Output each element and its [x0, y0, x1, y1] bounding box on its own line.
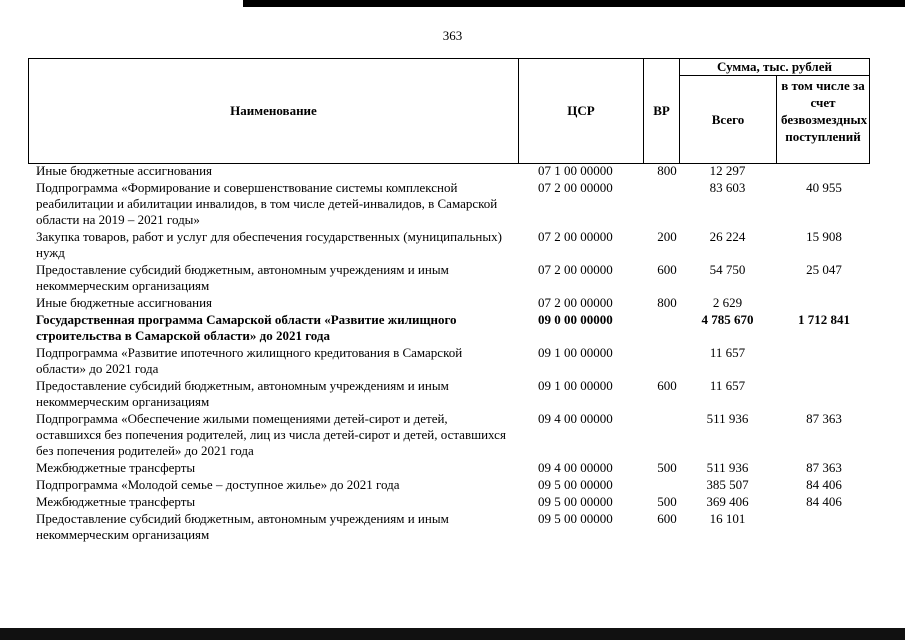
- row-csr-code: 09 4 00 00000: [538, 460, 613, 475]
- row-total: 385 507: [706, 477, 749, 492]
- row-vr-code: 600: [657, 511, 677, 526]
- column-header-csr: ЦСР: [567, 103, 595, 118]
- row-name: Закупка товаров, работ и услуг для обеспечения государственных (муниципальных) нужд: [36, 229, 502, 260]
- row-name: Подпрограмма «Формирование и совершенствование системы комплексной реабилитации и абилитации инвалидов, в том числе детей-инвалидов, в Самарской области на 2019 – 2021 годы»: [36, 180, 498, 227]
- row-total: 11 657: [709, 345, 746, 360]
- row-csr-code: 07 2 00 00000: [538, 262, 613, 277]
- row-name: Предоставление субсидий бюджетным, автономным учреждениям и иным некоммерческим организациям: [36, 378, 449, 409]
- row-csr-code: 09 1 00 00000: [538, 345, 613, 360]
- row-name: Межбюджетные трансферты: [36, 460, 196, 475]
- row-vr-code: 500: [657, 494, 677, 509]
- row-non-repayable: 87 363: [806, 460, 842, 475]
- row-name: Подпрограмма «Развитие ипотечного жилищного кредитования в Самарской области» до 2021 года: [36, 345, 463, 376]
- table-row: [36, 511, 870, 543]
- scan-top-border: [243, 0, 905, 7]
- row-total: 12 297: [709, 163, 746, 178]
- row-vr-code: 800: [657, 163, 677, 178]
- row-csr-code: 07 2 00 00000: [538, 295, 613, 310]
- row-name: Иные бюджетные ассигнования: [36, 163, 213, 178]
- row-non-repayable: 40 955: [806, 180, 842, 195]
- row-non-repayable: 84 406: [806, 494, 842, 509]
- row-name: Государственная программа Самарской области «Развитие жилищного строительства в Самарской области» до 2021 года: [36, 312, 457, 343]
- row-total: 83 603: [709, 180, 746, 195]
- row-non-repayable: 15 908: [806, 229, 842, 244]
- row-name: Подпрограмма «Обеспечение жилыми помещениями детей-сирот и детей, оставшихся без попечения родителей, лиц из числа детей-сирот и детей, оставшихся без попечения родителей» до 2021 года: [36, 411, 506, 458]
- row-total: 16 101: [709, 511, 746, 526]
- row-csr-code: 09 5 00 00000: [538, 494, 613, 509]
- row-vr-code: 600: [657, 378, 677, 393]
- table-row: [36, 345, 870, 377]
- table-row: [36, 262, 870, 294]
- column-header-non-repayable: в том числе за счет безвозмездных поступлений: [781, 78, 868, 144]
- row-vr-code: 800: [657, 295, 677, 310]
- row-name: Предоставление субсидий бюджетным, автономным учреждениям и иным некоммерческим организациям: [36, 262, 449, 293]
- table-row: [36, 312, 870, 344]
- row-name: Межбюджетные трансферты: [36, 494, 196, 509]
- row-csr-code: 09 4 00 00000: [538, 411, 613, 426]
- row-non-repayable: 25 047: [806, 262, 842, 277]
- row-total: 511 936: [706, 411, 749, 426]
- scan-bottom-border: [0, 628, 905, 640]
- row-name: Предоставление субсидий бюджетным, автономным учреждениям и иным некоммерческим организациям: [36, 511, 449, 542]
- table-row: [36, 180, 870, 228]
- table-row: [36, 494, 870, 510]
- row-total: 511 936: [706, 460, 749, 475]
- table-row: [36, 460, 870, 476]
- row-total: 2 629: [712, 295, 743, 310]
- table-body: [36, 163, 870, 544]
- page-number: 363: [442, 28, 463, 43]
- table-row: [36, 378, 870, 410]
- row-csr-code: 07 2 00 00000: [538, 229, 613, 244]
- table-row: [36, 411, 870, 459]
- table-row: [36, 295, 870, 311]
- row-vr-code: 200: [657, 229, 677, 244]
- table-row: [36, 477, 870, 493]
- column-header-sum: Сумма, тыс. рублей: [717, 59, 832, 74]
- row-csr-code: 09 0 00 00000: [538, 312, 613, 327]
- column-header-total: Всего: [711, 111, 745, 127]
- table-row: [36, 229, 870, 261]
- row-csr-code: 07 2 00 00000: [538, 180, 613, 195]
- row-csr-code: 07 1 00 00000: [538, 163, 613, 178]
- table-row: [36, 163, 870, 179]
- row-csr-code: 09 5 00 00000: [538, 511, 613, 526]
- row-total: 54 750: [709, 262, 746, 277]
- column-header-name: Наименование: [230, 103, 317, 118]
- row-total: 26 224: [709, 229, 746, 244]
- row-vr-code: 600: [657, 262, 677, 277]
- row-vr-code: 500: [657, 460, 677, 475]
- row-total: 11 657: [709, 378, 746, 393]
- row-csr-code: 09 5 00 00000: [538, 477, 613, 492]
- row-non-repayable: 1 712 841: [798, 312, 850, 327]
- row-name: Иные бюджетные ассигнования: [36, 295, 213, 310]
- row-name: Подпрограмма «Молодой семье – доступное жилье» до 2021 года: [36, 477, 400, 492]
- row-total: 369 406: [706, 494, 749, 509]
- column-header-vr: ВР: [653, 103, 670, 118]
- table-header: [28, 58, 870, 164]
- row-non-repayable: 87 363: [806, 411, 842, 426]
- row-csr-code: 09 1 00 00000: [538, 378, 613, 393]
- row-total: 4 785 670: [701, 312, 754, 327]
- row-non-repayable: 84 406: [806, 477, 842, 492]
